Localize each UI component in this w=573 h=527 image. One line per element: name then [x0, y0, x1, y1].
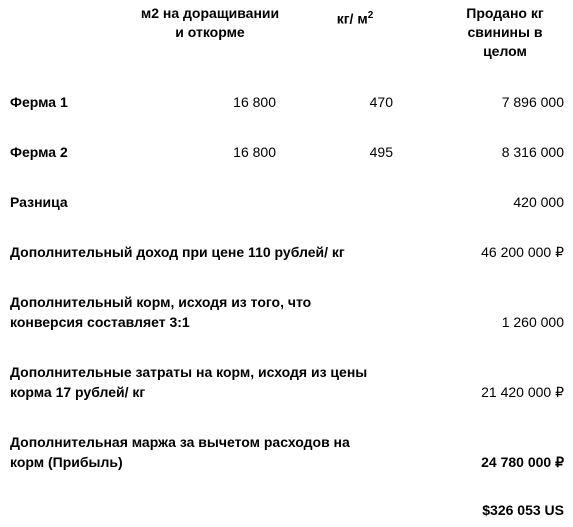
extra-feed-value: 1 260 000	[501, 314, 564, 330]
difference-label: Разница	[10, 194, 68, 210]
extra-feed-cost-label: Дополнительные затраты на корм, исходя из цены корма 17 рублей/ кг	[10, 364, 368, 400]
header-density-sup: 2	[367, 10, 374, 21]
row-farm1-sold: 7 896 000	[501, 94, 564, 110]
row-farm1-area: 16 800	[233, 94, 276, 110]
header-area: м2 на доращивании и откорме	[140, 5, 280, 40]
header-density	[320, 6, 390, 29]
header-density-base: кг/ м	[336, 10, 368, 27]
usd-total: $326 053 US	[482, 502, 564, 518]
row-farm1-density: 470	[369, 94, 393, 110]
header-sold: Продано кг свинины в целом	[466, 5, 544, 59]
row-farm2-area: 16 800	[233, 144, 276, 160]
row-farm2-density: 495	[369, 144, 393, 160]
extra-income-value: 46 200 000 ₽	[481, 244, 564, 260]
row-farm2-label: Ферма 2	[10, 144, 68, 160]
extra-feed-cost-value: 21 420 000 ₽	[481, 384, 564, 400]
row-farm1-label: Ферма 1	[10, 94, 68, 110]
extra-feed-label: Дополнительный корм, исходя из того, что конверсия составляет 3:1	[10, 294, 312, 330]
row-farm2-sold: 8 316 000	[501, 144, 564, 160]
difference-value: 420 000	[513, 194, 564, 210]
extra-income-label: Дополнительный доход при цене 110 рублей/ кг	[10, 244, 345, 260]
margin-label: Дополнительная маржа за вычетом расходов на корм (Прибыль)	[10, 434, 350, 470]
margin-value: 24 780 000 ₽	[481, 454, 564, 470]
